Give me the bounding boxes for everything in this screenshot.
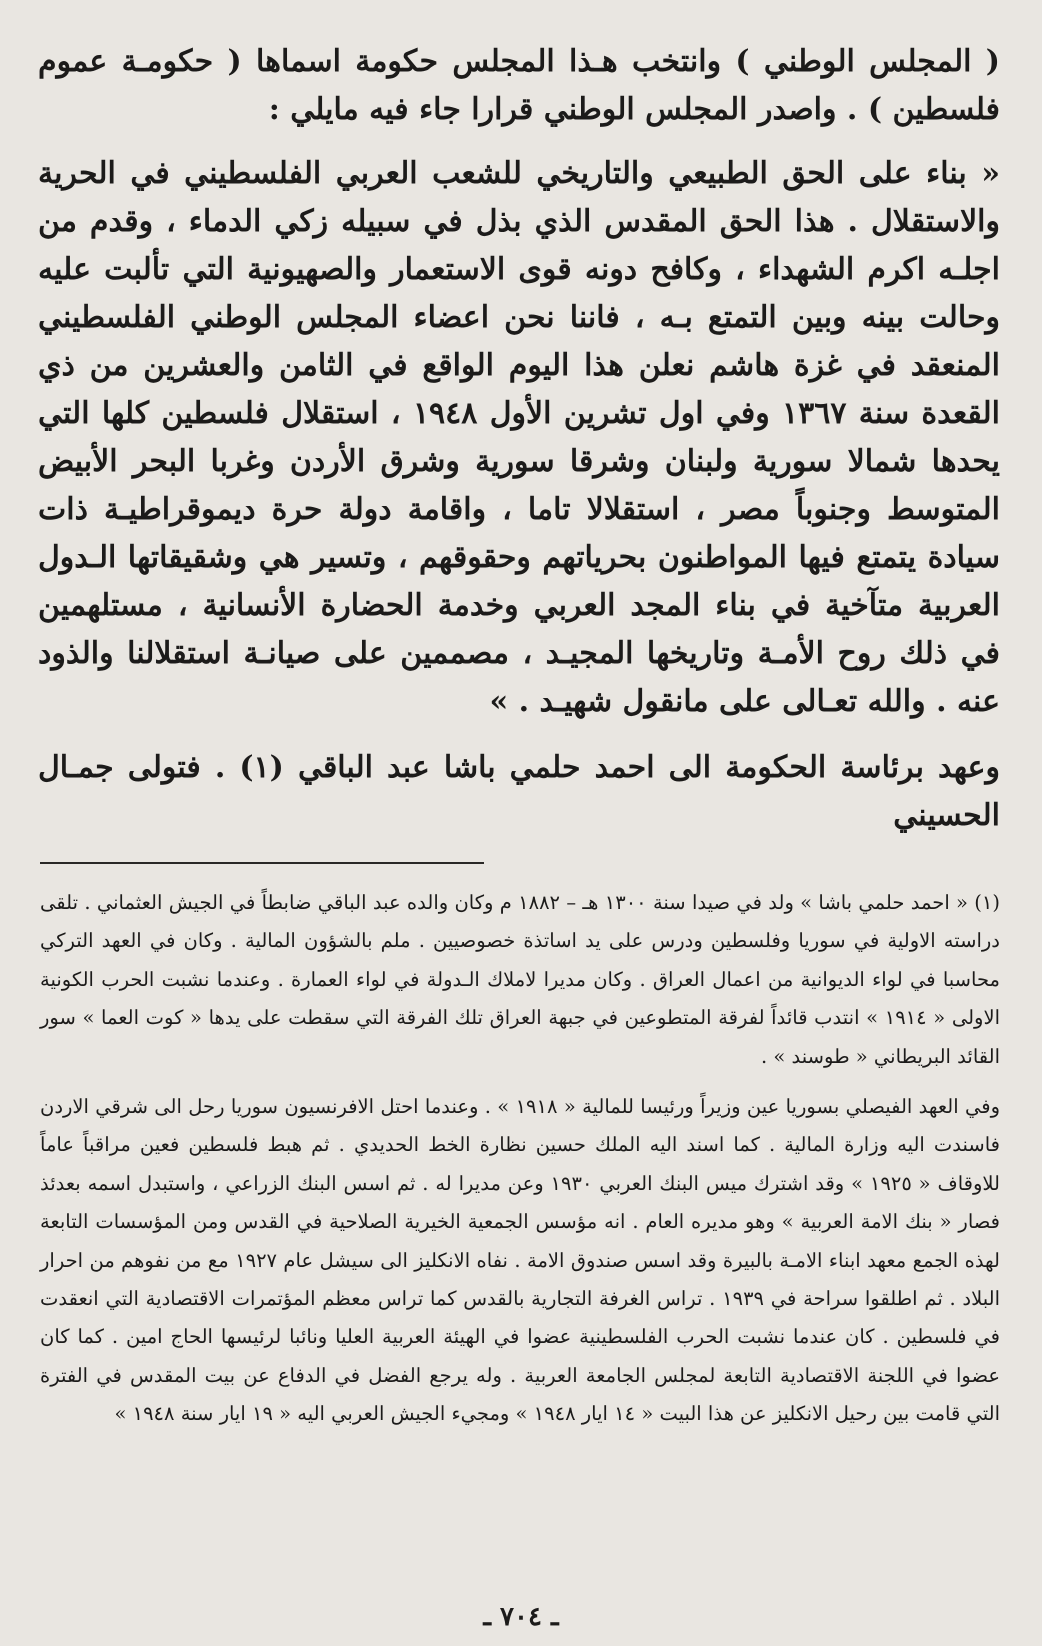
closing-line: وعهد برئاسة الحكومة الى احمد حلمي باشا عبد الباقي (١) . فتولى جمـال الحسيني bbox=[38, 750, 1001, 833]
footnote-paragraph: وفي العهد الفيصلي بسوريا عين وزيراً ورئيسا للمالية « ١٩١٨ » . وعندما احتل الافرنسيون سوريا رحل الى شرقي الاردن فاسندت اليه وزارة المالية . كما اسند اليه الملك حسين نظارة الخط الحديدي . ثم هبط فلسطين فعين مراقباً عاماً للاوقاف « ١٩٢٥ » وقد اشترك ميس البنك العربي ١٩٣٠ وعن مديرا له . ثم اسس البنك الزراعي ، واستبدل اسمه بعدئذ فصار « بنك الامة العربية » وهو مديره العام . انه مؤسس الجمعية الخيرية الصلاحية في القدس ومن المؤسسات التابعة لهذه الجمع معهد ابناء الامـة بالبيرة وقد اسس صندوق الامة . نفاه الانكليز الى سيشل عام ١٩٢٧ مع من نفوهم من احرار البلاد . ثم اطلقوا سراحة في ١٩٣٩ . تراس الغرفة التجارية بالقدس كما تراس معظم المؤتمرات الاقتصادية التي انعقدت في فلسطين . كان عندما نشبت الحرب الفلسطينية عضوا في الهيئة العربية العليا ونائبا لرئيسها الحاج امين . كما كان عضوا في اللجنة الاقتصادية التابعة لمجلس الجامعة العربية . وله يرجع الفضل في الدفاع عن بيت المقدس في الفترة التي قامت بين رحيل الانكليز عن هذا البيت « ١٤ ايار ١٩٤٨ » ومجيء الجيش العربي اليه « ١٩ ايار سنة ١٩٤٨ » bbox=[40, 1095, 1000, 1426]
intro-paragraph: ( المجلس الوطني ) وانتخب هـذا المجلس حكومة اسماها ( حكومـة عموم فلسطين ) . واصدر المجلس الوطني قرارا جاء فيه مايلي : bbox=[38, 44, 1000, 127]
page-number: ـ ٧٠٤ ـ bbox=[483, 1602, 559, 1632]
footnotes bbox=[40, 884, 1000, 1434]
main-text bbox=[38, 38, 1000, 840]
footnote-divider bbox=[40, 862, 484, 864]
resolution-quote: « بناء على الحق الطبيعي والتاريخي للشعب العربي الفلسطيني في الحرية والاستقلال . هذا الحق المقدس الذي بذل في سبيله زكي الدماء ، وقدم من اجلـه اكرم الشهداء ، وكافح دونه قوى الاستعمار والصهيونية التي تألبت عليه وحالت بينه وبين التمتع بـه ، فاننا نحن اعضاء المجلس الوطني الفلسطيني المنعقد في غزة هاشم نعلن هذا اليوم الواقع في الثامن والعشرين من ذي القعدة سنة ١٣٦٧ وفي اول تشرين الأول ١٩٤٨ ، استقلال فلسطين كلها التي يحدها شمالا سورية ولبنان وشرقا سورية وشرق الأردن وغربا البحر الأبيض المتوسط وجنوباً مصر ، استقلالا تاما ، واقامة دولة حرة ديموقراطيـة ذات سيادة يتمتع فيها المواطنون بحرياتهم وحقوقهم ، وتسير هي وشقيقاتها الـدول العربية متآخية في بناء المجد العربي وخدمة الحضارة الأنسانية ، مستلهمين في ذلك روح الأمـة وتاريخها المجيـد ، مصممين على صيانـة استقلالنا والذود عنه . والله تعـالى على مانقول شهيـد . » bbox=[38, 156, 1001, 719]
footnote-paragraph: (١) « احمد حلمي باشا » ولد في صيدا سنة ١٣٠٠ هـ – ١٨٨٢ م وكان والده عبد الباقي ضابطاً في الجيش العثماني . تلقى دراسته الاولية في سوريا وفلسطين ودرس على يد اساتذة خصوصيين . ملم بالشؤون المالية . وكان في العهد التركي محاسبا في لواء الديوانية من اعمال العراق . وكان مديرا لاملاك الـدولة في لواء العمارة . وعندما نشبت الحرب الكونية الاولى « ١٩١٤ » انتدب قائداً لفرقة المتطوعين في جبهة العراق تلك الفرقة التي سقطت على يدها « كوت العما » سور القائد البريطاني « طوسند » . bbox=[40, 891, 1000, 1068]
